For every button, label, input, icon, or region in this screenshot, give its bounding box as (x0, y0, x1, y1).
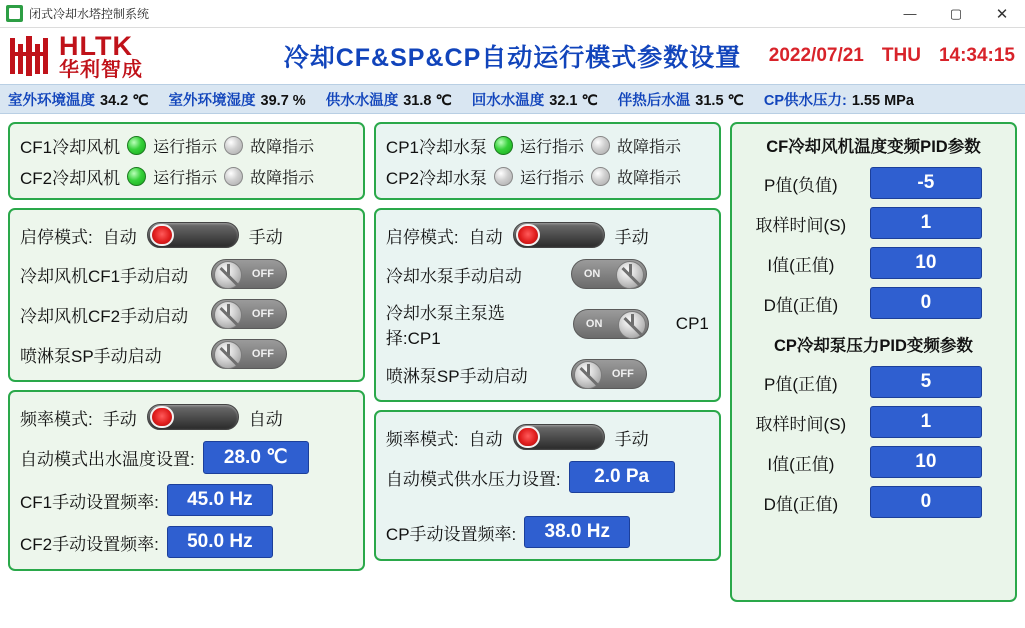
cp-pid-sample-value[interactable]: 1 (870, 406, 982, 438)
switch-knob-icon (516, 426, 540, 448)
cf2-run-label: 运行指示 (153, 170, 218, 187)
cp-freq-mode-row (384, 418, 711, 456)
status-item-heat-traced-water-temp (618, 89, 744, 110)
cp-pid-d-row (740, 482, 1007, 522)
cp-freq-mode-right-label: 手动 (614, 429, 649, 449)
cf-start-mode-label: 启停模式: (20, 227, 93, 247)
cf2-manual-start-state: OFF (251, 308, 274, 320)
cf-start-mode-switch[interactable] (147, 222, 239, 248)
cf-freq-mode-switch[interactable] (147, 404, 239, 430)
cf-manual-panel (8, 208, 365, 382)
cf-pid-p-row (740, 163, 1007, 203)
cp-start-mode-left-label: 自动 (468, 227, 503, 247)
cf2-run-lamp-icon (127, 167, 146, 186)
cp-freq-mode-left-label: 自动 (468, 429, 503, 449)
cp-pid-i-label: I值(正值) (767, 454, 835, 474)
cf-start-mode-right-label: 手动 (248, 227, 283, 247)
cp-status-panel (374, 122, 721, 200)
cf2-manual-freq-label: CF2手动设置频率: (20, 534, 159, 554)
sp-manual-start-knob[interactable] (211, 339, 287, 369)
cf1-fault-lamp-icon (224, 136, 243, 155)
cf2-manual-start-label: 冷却风机CF2手动启动 (20, 306, 189, 326)
clock-time: 14:34:15 (938, 45, 1015, 66)
cp1-status-row (384, 130, 711, 161)
page-header (0, 28, 1025, 84)
maximize-button[interactable]: ▢ (949, 5, 963, 21)
switch-knob-icon (516, 224, 540, 246)
cp-auto-pressure-row (384, 456, 711, 498)
column-pid-parameters (730, 122, 1017, 602)
sp-manual-start-label: 喷淋泵SP手动启动 (20, 346, 162, 366)
cf-pid-sample-label: 取样时间(S) (755, 215, 847, 235)
cp2-name: CP2冷却水泵 (385, 169, 487, 188)
status-item-outdoor-temp (8, 89, 149, 110)
cf-freq-mode-label: 频率模式: (20, 409, 93, 429)
cf1-manual-start-label: 冷却风机CF1手动启动 (20, 266, 189, 286)
rotary-knob-icon (214, 341, 242, 369)
pid-panel (730, 122, 1017, 602)
sp-manual-start-row (18, 334, 355, 374)
cf-pid-i-label: I值(正值) (767, 255, 835, 275)
status-item-outdoor-humidity (169, 89, 306, 110)
cf-pid-d-label: D值(正值) (763, 295, 839, 315)
cf1-status-row (18, 130, 355, 161)
status-strip (0, 84, 1025, 114)
status-label: CP供水压力: (763, 92, 847, 109)
cp2-status-row (384, 161, 711, 192)
cf2-name: CF2冷却风机 (20, 169, 121, 188)
status-value: 31.8 ℃ (403, 92, 452, 109)
status-value: 31.5 ℃ (695, 92, 744, 109)
cp-manual-freq-row (384, 498, 711, 553)
sp-manual-start-state: OFF (251, 348, 274, 360)
column-cf-fans (8, 122, 365, 602)
cf1-manual-start-state: OFF (251, 268, 274, 280)
cp1-fault-label: 故障指示 (617, 139, 682, 156)
status-value: 32.1 ℃ (549, 92, 598, 109)
window-titlebar (0, 0, 1025, 28)
cf2-manual-freq-value[interactable]: 50.0 Hz (167, 526, 273, 558)
cf-freq-mode-right-label: 自动 (248, 409, 283, 429)
cp-main-pump-select-label: 冷却水泵主泵选择:CP1 (385, 304, 505, 348)
cf1-run-label: 运行指示 (153, 139, 218, 156)
cp2-run-lamp-icon (494, 167, 513, 186)
cp-pid-p-value[interactable]: 5 (870, 366, 982, 398)
status-value: 34.2 ℃ (100, 92, 149, 109)
status-label: 室外环境湿度 (168, 92, 256, 109)
cp-auto-pressure-value[interactable]: 2.0 Pa (569, 461, 675, 493)
cp-main-pump-select-row (384, 294, 711, 354)
cf2-manual-freq-row (18, 521, 355, 563)
status-label: 回水水温度 (471, 92, 545, 109)
main-content (0, 114, 1025, 602)
cp-auto-pressure-label: 自动模式供水压力设置: (385, 469, 561, 489)
window-title: 闭式冷却水塔控制系统 (29, 7, 150, 21)
cp-pid-p-label: P值(正值) (764, 374, 838, 394)
cp-sp-manual-start-row (384, 354, 711, 394)
cp-sp-manual-start-state: OFF (611, 368, 634, 380)
window-controls (887, 0, 1025, 28)
status-label: 伴热后水温 (617, 92, 691, 109)
cf-freq-mode-row (18, 398, 355, 436)
cp2-fault-lamp-icon (591, 167, 610, 186)
switch-knob-icon (150, 406, 174, 428)
cp-freq-mode-switch[interactable] (513, 424, 605, 450)
cp1-name: CP1冷却水泵 (385, 138, 487, 157)
cp1-fault-lamp-icon (591, 136, 610, 155)
rotary-knob-icon (214, 301, 242, 329)
cp-manual-start-knob[interactable] (571, 259, 647, 289)
brand-logo (10, 32, 143, 80)
cp-main-pump-select-state: ON (585, 318, 603, 330)
rotary-knob-icon (574, 361, 602, 389)
page-title: 冷却CF&SP&CP自动运行模式参数设置 (283, 44, 742, 72)
cp-main-pump-select-knob[interactable] (573, 309, 649, 339)
cp-manual-panel (374, 208, 721, 402)
status-label: 室外环境温度 (8, 92, 95, 109)
cf2-manual-start-row (18, 294, 355, 334)
switch-knob-icon (150, 224, 174, 246)
cp-manual-start-label: 冷却水泵手动启动 (385, 266, 522, 286)
cp-freq-mode-label: 频率模式: (385, 429, 459, 449)
cp-sp-manual-start-label: 喷淋泵SP手动启动 (385, 366, 528, 386)
cf-pid-sample-value[interactable]: 1 (870, 207, 982, 239)
cp-pid-p-row (740, 362, 1007, 402)
cp-pid-sample-row (740, 402, 1007, 442)
cp-pid-i-value[interactable]: 10 (870, 446, 982, 478)
cp-manual-start-row (384, 254, 711, 294)
rotary-knob-icon (618, 311, 646, 339)
cf2-fault-lamp-icon (224, 167, 243, 186)
cf-pid-title: CF冷却风机温度变频PID参数 (766, 138, 981, 156)
cf2-manual-start-knob[interactable] (211, 299, 287, 329)
clock (769, 45, 1015, 67)
cf2-status-row (18, 161, 355, 192)
cp-start-mode-switch[interactable] (513, 222, 605, 248)
cp-pid-d-value[interactable]: 0 (870, 486, 982, 518)
cf-pid-p-label: P值(负值) (764, 175, 838, 195)
clock-date: 2022/07/21 (768, 45, 864, 66)
cf1-manual-start-row (18, 254, 355, 294)
cf1-name: CF1冷却风机 (20, 138, 121, 157)
cp1-run-label: 运行指示 (520, 139, 585, 156)
cf-pid-d-value[interactable]: 0 (870, 287, 982, 319)
minimize-button[interactable]: — (903, 6, 917, 21)
cf1-manual-freq-row (18, 479, 355, 521)
cf-frequency-panel (8, 390, 365, 571)
app-icon (6, 5, 23, 22)
column-cp-pumps (374, 122, 721, 602)
cp-pid-sample-label: 取样时间(S) (755, 414, 847, 434)
rotary-knob-icon (616, 261, 644, 289)
cp-manual-start-state: ON (583, 268, 601, 280)
cf1-manual-freq-label: CF1手动设置频率: (20, 492, 159, 512)
clock-weekday: THU (881, 45, 921, 66)
cf-status-panel (8, 122, 365, 200)
cf-auto-outlet-temp-row (18, 436, 355, 479)
cf-pid-sample-row (740, 203, 1007, 243)
cp-manual-freq-label: CP手动设置频率: (385, 524, 517, 544)
cf2-fault-label: 故障指示 (250, 170, 315, 187)
cf-pid-i-row (740, 243, 1007, 283)
status-value: 1.55 MPa (851, 92, 914, 109)
status-label: 供水水温度 (325, 92, 399, 109)
cp1-run-lamp-icon (494, 136, 513, 155)
cp-frequency-panel (374, 410, 721, 561)
status-item-return-water-temp (472, 89, 598, 110)
cf1-run-lamp-icon (127, 136, 146, 155)
status-value: 39.7 % (260, 92, 306, 109)
cf-auto-outlet-temp-value[interactable]: 28.0 ℃ (203, 441, 309, 474)
cp-main-pump-select-suffix: CP1 (675, 314, 709, 333)
cf-start-mode-row (18, 216, 355, 254)
cp-pid-title: CP冷却泵压力PID变频参数 (773, 337, 973, 355)
cp-start-mode-row (384, 216, 711, 254)
logo-icon (10, 36, 52, 76)
cp-manual-freq-value[interactable]: 38.0 Hz (524, 516, 630, 548)
cp-start-mode-label: 启停模式: (385, 227, 459, 247)
close-button[interactable]: ✕ (995, 5, 1009, 23)
cp-sp-manual-start-knob[interactable] (571, 359, 647, 389)
cf1-manual-start-knob[interactable] (211, 259, 287, 289)
cp-start-mode-right-label: 手动 (614, 227, 649, 247)
logo-text-cn: 华利智成 (59, 59, 143, 82)
cp-pid-d-label: D值(正值) (763, 494, 839, 514)
cf-pid-d-row (740, 283, 1007, 323)
cf1-fault-label: 故障指示 (250, 139, 315, 156)
status-item-cp-supply-pressure (764, 89, 914, 110)
cp-pid-i-row (740, 442, 1007, 482)
cf-auto-outlet-temp-label: 自动模式出水温度设置: (20, 450, 195, 469)
cp2-run-label: 运行指示 (520, 170, 585, 187)
rotary-knob-icon (214, 261, 242, 289)
status-item-supply-water-temp (326, 89, 452, 110)
cf-pid-p-value[interactable]: -5 (870, 167, 982, 199)
cp2-fault-label: 故障指示 (617, 170, 682, 187)
cf1-manual-freq-value[interactable]: 45.0 Hz (167, 484, 273, 516)
logo-text-en: HLTK (59, 30, 133, 61)
cf-freq-mode-left-label: 手动 (102, 409, 137, 429)
cf-start-mode-left-label: 自动 (102, 227, 137, 247)
cf-pid-i-value[interactable]: 10 (870, 247, 982, 279)
